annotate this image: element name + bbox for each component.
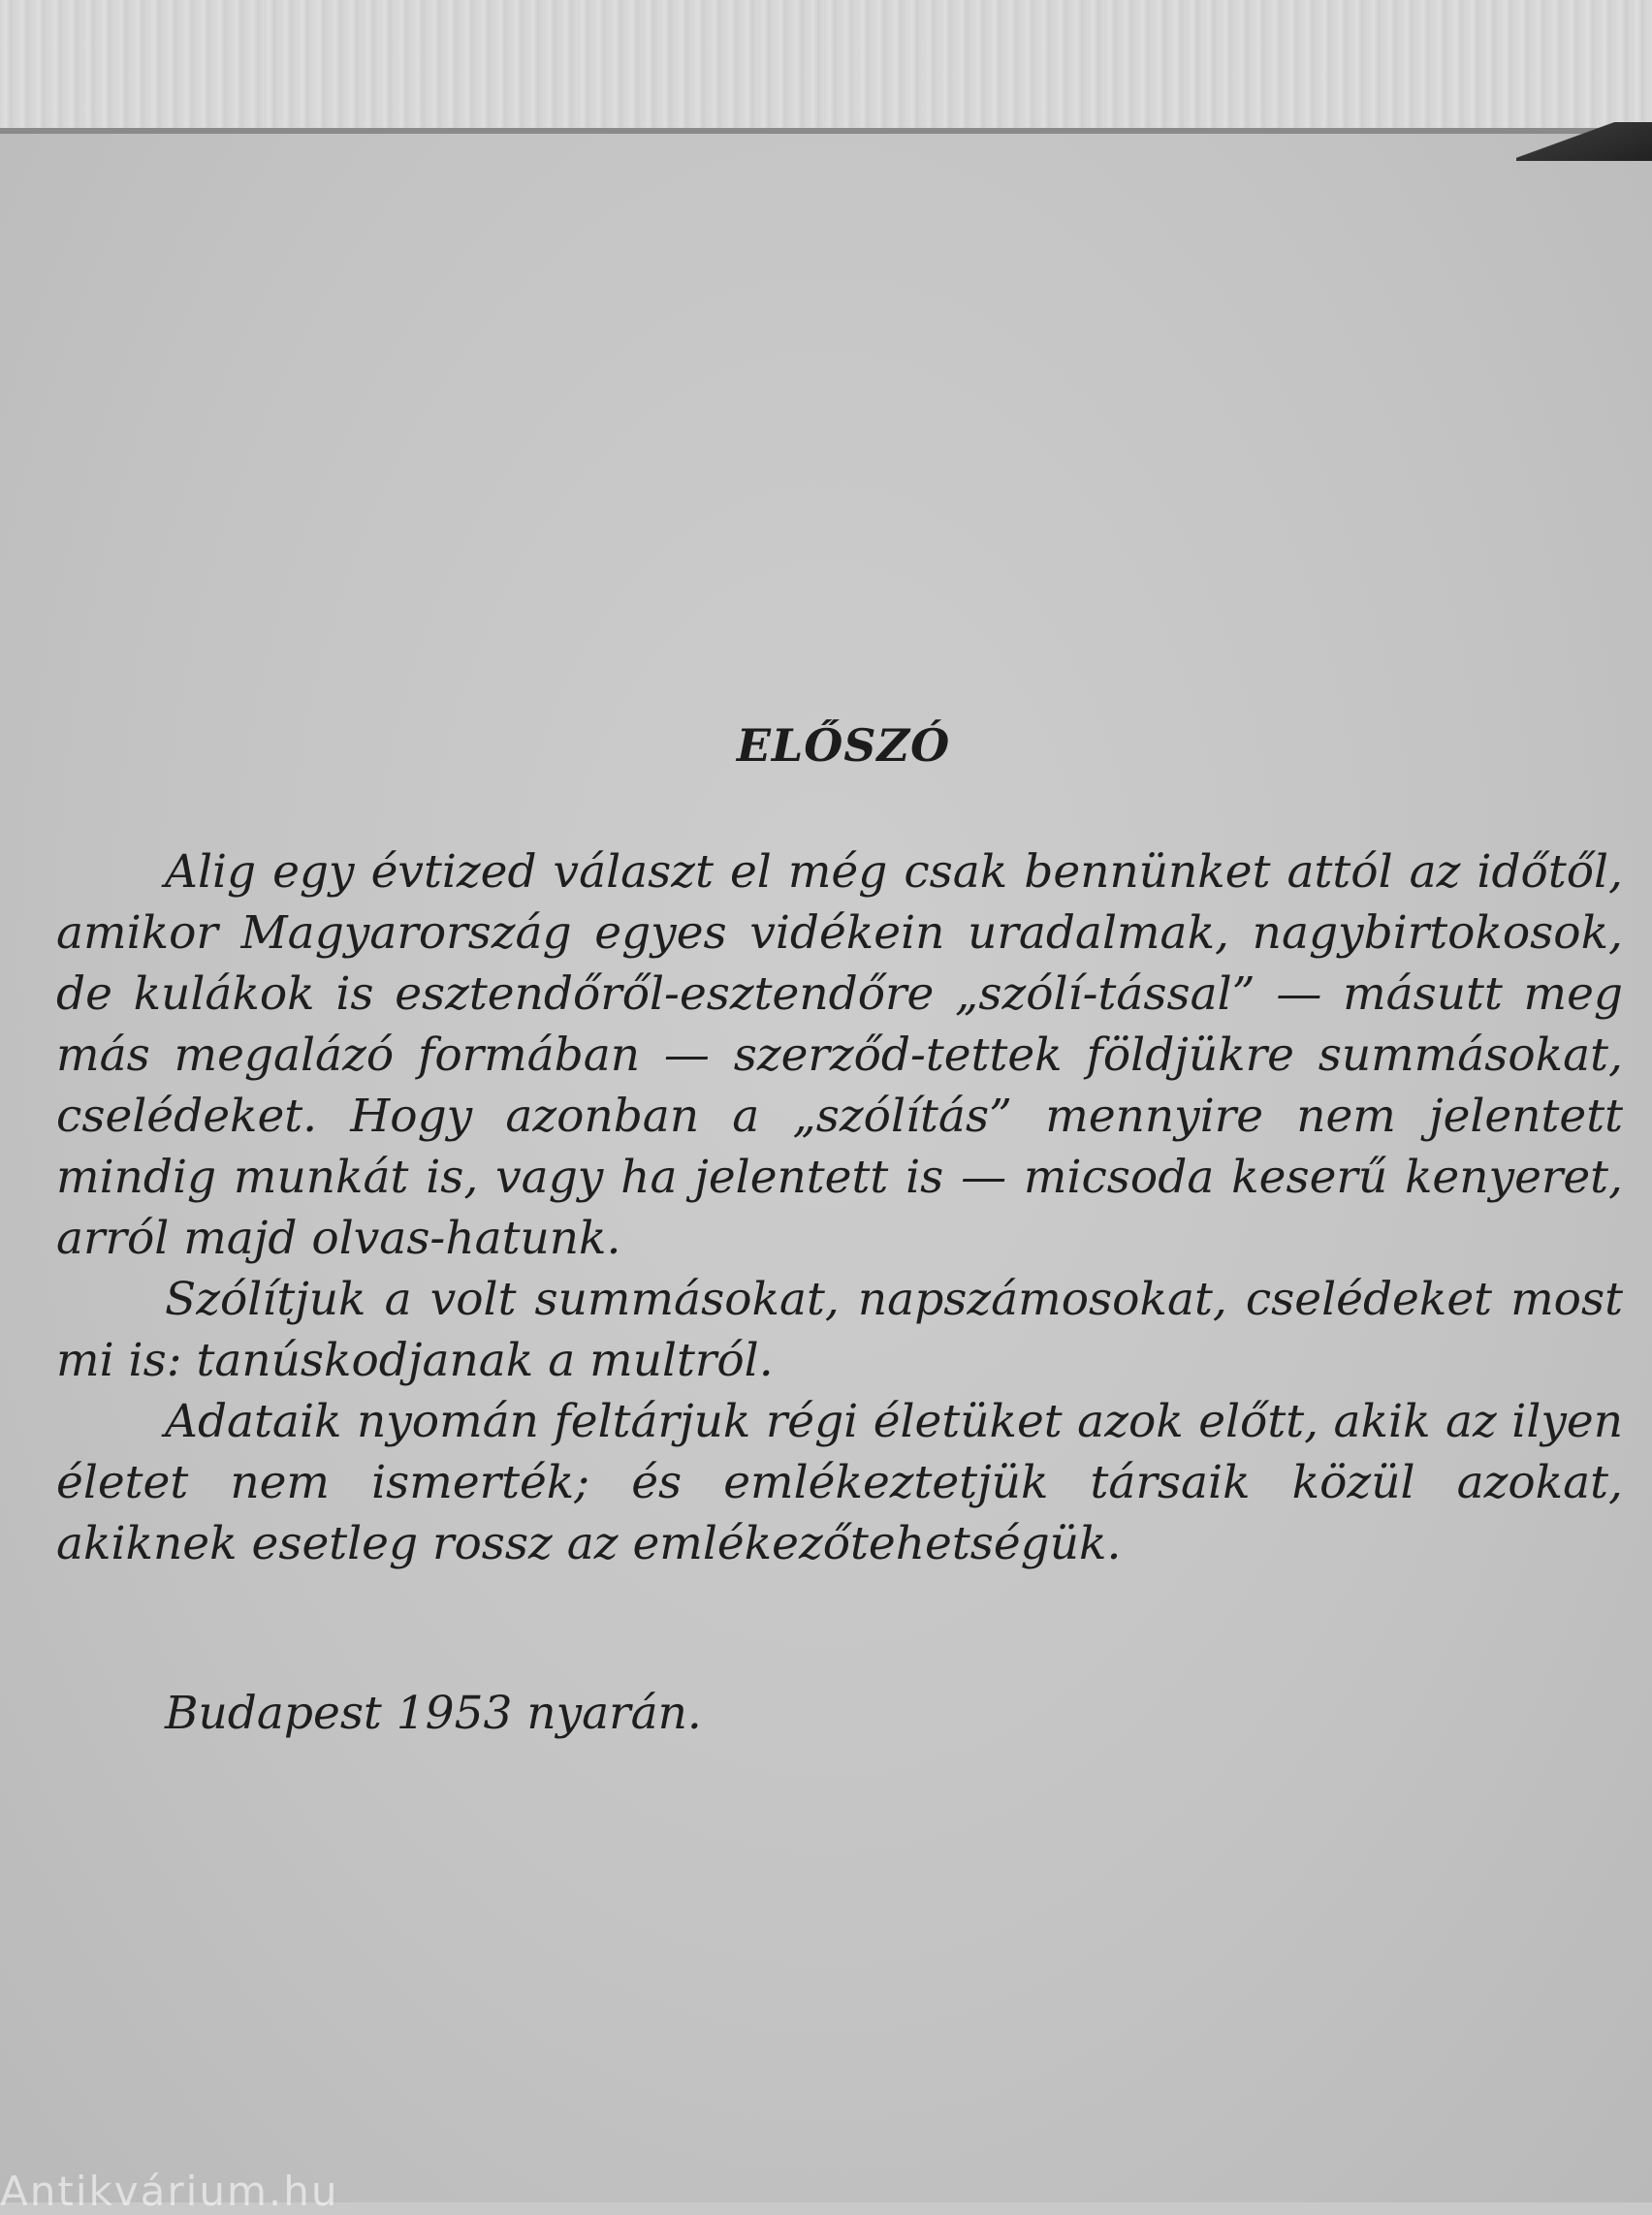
watermark: Antikvárium.hu xyxy=(0,2168,339,2215)
paragraph-2: Szólítjuk a volt summásokat, napszámosokat, cselédeket most mi is: tanúskodjanak a multról. xyxy=(56,1273,1623,1387)
top-edge xyxy=(0,0,1652,136)
page-title: ELŐSZÓ xyxy=(736,719,951,772)
paragraph-1: Alig egy évtized választ el még csak bennünket attól az időtől, amikor Magyarország egyes vidékein uradalmak, nagybirtokosok, de kulákok is esztendőről-esztendőre „szólí-tással” — másutt meg más megalázó formában — szerződ-tettek földjükre summásokat, cselédeket. Hogy azonban a „szólítás” mennyire nem jelentett mindig munkát is, vagy ha jelentett is — micsoda keserű kenyeret, arról majd olvas-hatunk. xyxy=(56,845,1623,1265)
corner-shadow xyxy=(1516,122,1652,161)
signoff: Budapest 1953 nyarán. xyxy=(165,1687,702,1740)
paragraph-3: Adataik nyomán feltárjuk régi életüket azok előtt, akik az ilyen életet nem ismerték; és emlékeztetjük társaik közül azokat, akiknek esetleg rossz az emlékezőtehetségük. xyxy=(56,1395,1623,1570)
body-text xyxy=(56,841,1623,1574)
